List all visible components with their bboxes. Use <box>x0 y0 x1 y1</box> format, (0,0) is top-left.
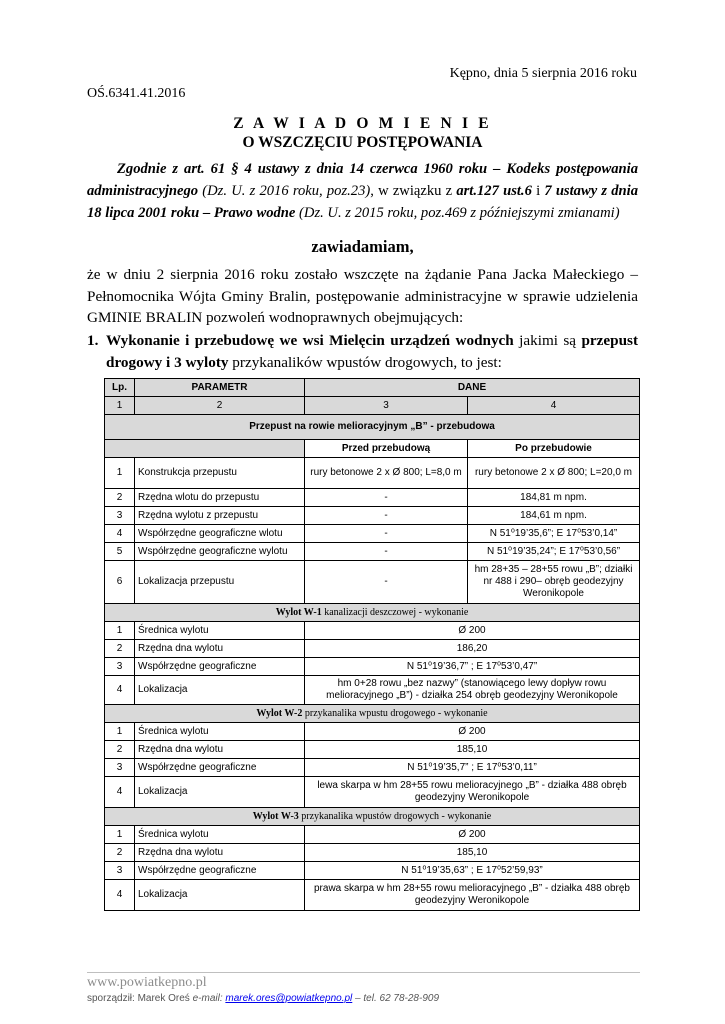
row-value: hm 0+28 rowu „bez nazwy” (stanowiącego lewy dopływ rowu melioracyjnego „B”) - działka 254 obręb geodezyjny Weronikopole <box>305 676 640 705</box>
legal-basis-kpa-ref: (Dz. U. z 2016 roku, poz.23) <box>198 183 371 199</box>
col-number: 3 <box>305 397 468 415</box>
row-parameter: Rzędna dna wylotu <box>135 741 305 759</box>
row-parameter: Lokalizacja <box>135 777 305 808</box>
legal-basis <box>87 158 638 224</box>
table-row <box>105 507 640 525</box>
row-after: N 51⁰19’35,24”; E 17⁰53’0,56” <box>468 543 640 561</box>
table-row <box>105 676 640 705</box>
row-lp: 4 <box>105 525 135 543</box>
row-lp: 6 <box>105 561 135 604</box>
culvert-subheader-row <box>105 440 640 458</box>
notify-word: zawiadamiam, <box>311 237 414 256</box>
row-parameter: Średnica wylotu <box>135 622 305 640</box>
footer-website[interactable]: www.powiatkepno.pl <box>87 975 207 990</box>
footer-phone: – tel. 62 78-28-909 <box>352 993 440 1004</box>
row-value: Ø 200 <box>305 826 640 844</box>
w1-section-row <box>105 604 640 622</box>
row-lp: 3 <box>105 507 135 525</box>
row-value: 185,10 <box>305 844 640 862</box>
row-parameter: Rzędna wylotu z przepustu <box>135 507 305 525</box>
row-parameter: Lokalizacja przepustu <box>135 561 305 604</box>
w3-section-row <box>105 808 640 826</box>
row-value: 185,10 <box>305 741 640 759</box>
row-parameter: Średnica wylotu <box>135 723 305 741</box>
point-bold-1: Wykonanie i przebudowę we wsi Mielęcin urządzeń wodnych <box>106 332 514 349</box>
table-row <box>105 826 640 844</box>
row-lp: 2 <box>105 741 135 759</box>
row-parameter: Współrzędne geograficzne <box>135 658 305 676</box>
table-row <box>105 777 640 808</box>
row-value: N 51⁰19’35,63” ; E 17⁰52’59,93” <box>305 862 640 880</box>
table-row <box>105 543 640 561</box>
row-lp: 4 <box>105 676 135 705</box>
row-lp: 2 <box>105 489 135 507</box>
footer-email-label: e-mail: <box>192 993 226 1004</box>
point-text <box>106 330 638 373</box>
point-bold-2: przepust drogowy i 3 wyloty <box>106 332 638 371</box>
row-after: N 51⁰19’35,6”; E 17⁰53’0,14” <box>468 525 640 543</box>
w2-section-row <box>105 705 640 723</box>
row-parameter: Współrzędne geograficzne <box>135 759 305 777</box>
legal-basis-water-law-ref: (Dz. U. z 2015 roku, poz.469 z późniejszymi zmianami) <box>295 205 620 221</box>
table-row <box>105 525 640 543</box>
table-row <box>105 723 640 741</box>
row-parameter: Rzędna dna wylotu <box>135 844 305 862</box>
footer-prepared-by: sporządził: Marek Oreś <box>87 993 193 1004</box>
w1-title-bold: Wylot W-1 <box>275 606 322 618</box>
legal-basis-article: art.127 ust.6 <box>456 183 532 199</box>
place-date: Kępno, dnia 5 sierpnia 2016 roku <box>449 66 637 81</box>
row-value: Ø 200 <box>305 723 640 741</box>
table-row <box>105 844 640 862</box>
row-lp: 3 <box>105 658 135 676</box>
table-row <box>105 640 640 658</box>
row-lp: 4 <box>105 880 135 911</box>
row-parameter: Lokalizacja <box>135 880 305 911</box>
row-before: - <box>305 489 468 507</box>
header-data: DANE <box>305 379 640 397</box>
table-row <box>105 759 640 777</box>
title-line-1: Z A W I A D O M I E N I E <box>233 115 492 132</box>
row-lp: 1 <box>105 458 135 489</box>
w2-title-bold: Wylot W-2 <box>256 707 303 719</box>
col-number: 1 <box>105 397 135 415</box>
culvert-subheader-empty <box>105 440 305 458</box>
row-parameter: Rzędna wlotu do przepustu <box>135 489 305 507</box>
point-text-2: przykanalików wpustów drogowych, to jest: <box>228 353 502 371</box>
table-row <box>105 880 640 911</box>
w1-section-title <box>105 604 640 622</box>
row-lp: 1 <box>105 622 135 640</box>
row-after: rury betonowe 2 x Ø 800; L=20,0 m <box>468 458 640 489</box>
row-before: - <box>305 525 468 543</box>
table-number-row <box>105 397 640 415</box>
footer-email-link[interactable]: marek.ores@powiatkepno.pl <box>225 993 353 1004</box>
w2-title-rest: przykanalika wpustu drogowego - wykonanie <box>302 707 488 719</box>
legal-basis-kpa: Zgodnie z art. 61 § 4 ustawy z dnia 14 czerwca 1960 roku – Kodeks postępowania administracyjnego <box>87 161 638 199</box>
point-number: 1. <box>87 332 99 349</box>
legal-basis-and: i <box>531 183 545 199</box>
row-lp: 2 <box>105 640 135 658</box>
table-row <box>105 622 640 640</box>
w3-title-bold: Wylot W-3 <box>252 810 299 822</box>
culvert-section-row <box>105 415 640 440</box>
row-after: hm 28+35 – 28+55 rowu „B”; działki nr 488 i 290– obręb geodezyjny Weronikopole <box>468 561 640 604</box>
table-header-row <box>105 379 640 397</box>
footer-contact <box>87 993 439 1004</box>
row-parameter: Rzędna dna wylotu <box>135 640 305 658</box>
case-number: OŚ.6341.41.2016 <box>87 86 186 101</box>
row-parameter: Współrzędne geograficzne <box>135 862 305 880</box>
row-lp: 1 <box>105 723 135 741</box>
culvert-after-header: Po przebudowie <box>468 440 640 458</box>
col-number: 2 <box>135 397 305 415</box>
row-after: 184,81 m npm. <box>468 489 640 507</box>
row-lp: 2 <box>105 844 135 862</box>
row-parameter: Współrzędne geograficzne wlotu <box>135 525 305 543</box>
legal-basis-water-law: 7 ustawy z dnia 18 lipca 2001 roku – Prawo wodne <box>87 183 639 221</box>
title-line-2: O WSZCZĘCIU POSTĘPOWANIA <box>242 134 483 151</box>
row-before: - <box>305 507 468 525</box>
row-parameter: Lokalizacja <box>135 676 305 705</box>
water-devices-table <box>104 378 640 911</box>
row-before: - <box>305 543 468 561</box>
header-lp: Lp. <box>105 379 135 397</box>
intro-paragraph: że w dniu 2 sierpnia 2016 roku zostało wszczęte na żądanie Pana Jacka Małeckiego – Pełnomocnika Wójta Gminy Bralin, postępowanie administracyjne w sprawie udzielenia GMINIE BRALIN pozwoleń wodnoprawnych obejmujących: <box>87 266 638 326</box>
row-parameter: Średnica wylotu <box>135 826 305 844</box>
row-value: lewa skarpa w hm 28+55 rowu melioracyjnego „B” - działka 488 obręb geodezyjny Weronikopole <box>305 777 640 808</box>
row-parameter: Współrzędne geograficzne wylotu <box>135 543 305 561</box>
row-value: Ø 200 <box>305 622 640 640</box>
row-before: rury betonowe 2 x Ø 800; L=8,0 m <box>305 458 468 489</box>
row-lp: 1 <box>105 826 135 844</box>
w2-section-title <box>105 705 640 723</box>
row-lp: 3 <box>105 862 135 880</box>
table-row <box>105 741 640 759</box>
table-row <box>105 489 640 507</box>
row-lp: 4 <box>105 777 135 808</box>
row-value: N 51⁰19’36,7” ; E 17⁰53’0,47” <box>305 658 640 676</box>
table-row <box>105 862 640 880</box>
point-1 <box>87 330 638 373</box>
row-value: 186,20 <box>305 640 640 658</box>
w3-section-title <box>105 808 640 826</box>
row-value: N 51⁰19’35,7” ; E 17⁰53’0,11” <box>305 759 640 777</box>
legal-basis-connector: , w związku z <box>370 183 457 199</box>
row-before: - <box>305 561 468 604</box>
w3-title-rest: przykanalika wpustów drogowych - wykonanie <box>298 810 492 822</box>
col-number: 4 <box>468 397 640 415</box>
row-lp: 5 <box>105 543 135 561</box>
row-lp: 3 <box>105 759 135 777</box>
document-title <box>0 114 725 152</box>
w1-title-rest: kanalizacji deszczowej - wykonanie <box>321 606 469 618</box>
header-parameter: PARAMETR <box>135 379 305 397</box>
culvert-before-header: Przed przebudową <box>305 440 468 458</box>
table-row <box>105 561 640 604</box>
culvert-section-title: Przepust na rowie melioracyjnym „B” - przebudowa <box>105 415 640 440</box>
table-row <box>105 658 640 676</box>
row-after: 184,61 m npm. <box>468 507 640 525</box>
row-parameter: Konstrukcja przepustu <box>135 458 305 489</box>
table-row <box>105 458 640 489</box>
point-text-1: jakimi są <box>513 332 582 349</box>
row-value: prawa skarpa w hm 28+55 rowu melioracyjnego „B” - działka 488 obręb geodezyjny Weronikopole <box>305 880 640 911</box>
footer-divider <box>87 972 640 973</box>
